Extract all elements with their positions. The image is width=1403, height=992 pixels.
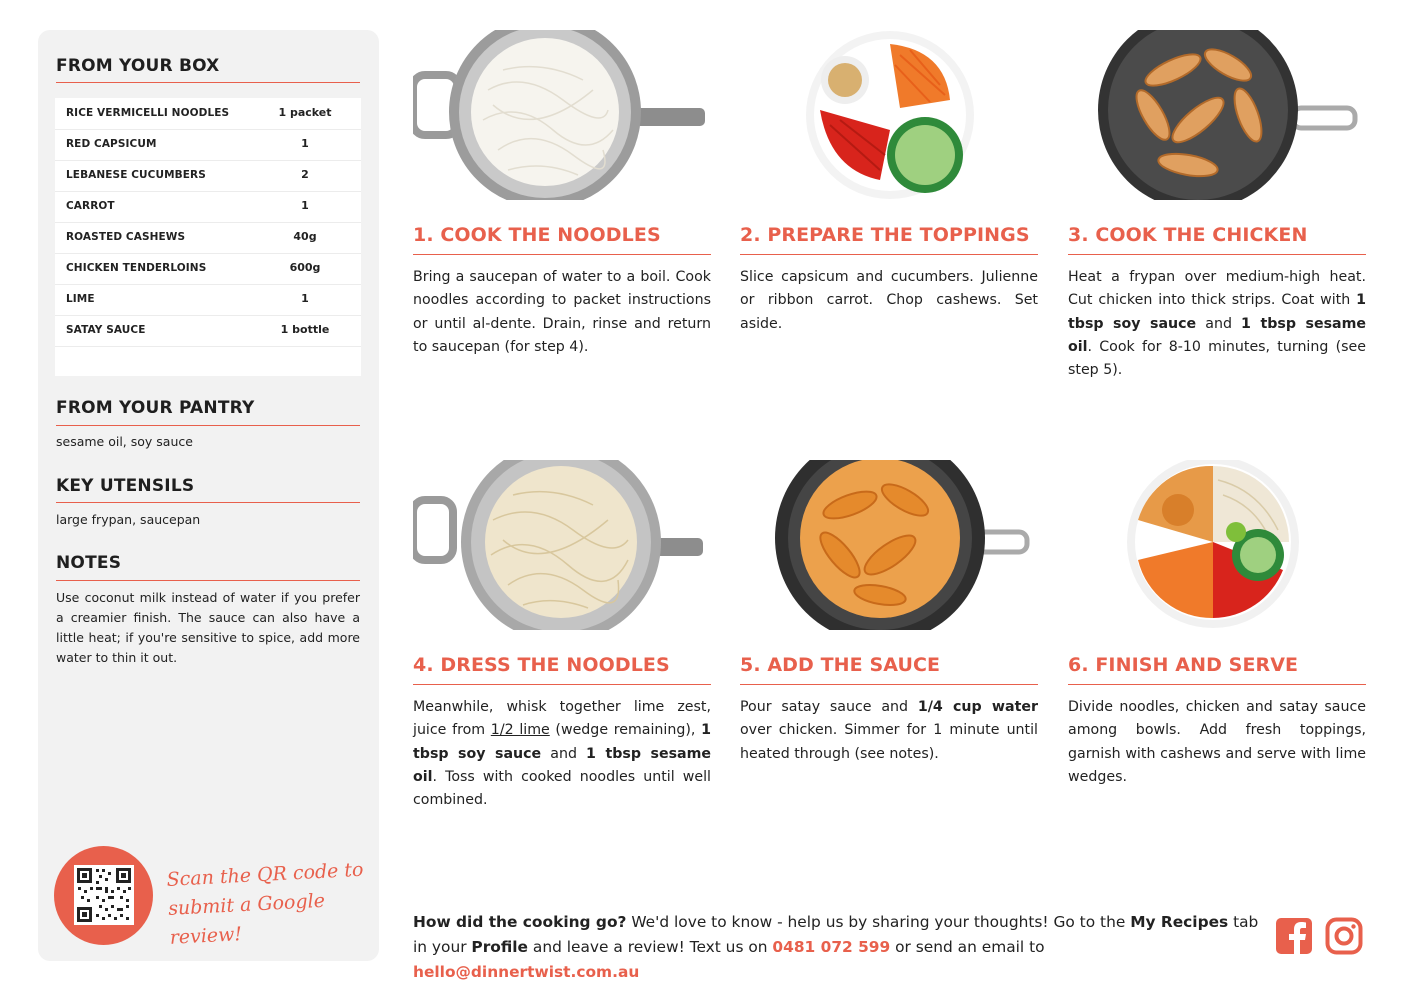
- chicken-frypan-image: [1068, 30, 1366, 200]
- footer-bold: How did the cooking go?: [413, 913, 627, 931]
- ingredient-name: LIME: [66, 293, 95, 305]
- notes-title: NOTES: [56, 553, 122, 573]
- facebook-icon[interactable]: [1275, 917, 1313, 955]
- qr-code-icon[interactable]: [74, 865, 134, 925]
- divider: [740, 684, 1038, 685]
- step-text: . Cook for 8-10 minutes, turning (see step 5).: [1068, 338, 1366, 379]
- ingredient-name: CHICKEN TENDERLOINS: [66, 262, 207, 274]
- step-3-body: [1068, 266, 1366, 382]
- noodles-colander-image: [413, 30, 711, 200]
- ingredient-qty: 1: [301, 292, 309, 305]
- ingredient-row: [55, 191, 361, 223]
- divider: [413, 684, 711, 685]
- footer-bold: Profile: [471, 938, 528, 956]
- step-2-title: 2. PREPARE THE TOPPINGS: [740, 224, 1030, 246]
- pantry-text: sesame oil, soy sauce: [56, 434, 193, 449]
- ingredient-row: [55, 315, 361, 347]
- step-5-body: [740, 696, 1038, 766]
- ingredient-name: CARROT: [66, 200, 115, 212]
- sidebar: [38, 30, 379, 961]
- ingredient-row: [55, 98, 361, 130]
- step-bold: 1 tbsp soy sauce: [413, 722, 711, 762]
- from-your-box-title: FROM YOUR BOX: [56, 56, 220, 76]
- step-bold: 1 tbsp sesame oil: [1068, 315, 1366, 355]
- ingredient-row: [55, 222, 361, 254]
- ingredient-row: [55, 129, 361, 161]
- footer-text: We'd love to know - help us by sharing your thoughts! Go to the: [626, 913, 1131, 931]
- step-text: Slice capsicum and cucumbers. Julienne or ribbon carrot. Chop cashews. Set aside.: [740, 269, 1038, 332]
- divider: [56, 425, 360, 426]
- ingredient-name: RICE VERMICELLI NOODLES: [66, 107, 230, 119]
- ingredient-qty: 1 packet: [278, 106, 332, 119]
- phone-link[interactable]: 0481 072 599: [772, 938, 891, 956]
- ingredient-row: [55, 160, 361, 192]
- step-text: over chicken. Simmer for 1 minute until heated through (see notes).: [740, 722, 1038, 762]
- divider: [1068, 684, 1366, 685]
- step-1-body: [413, 266, 711, 359]
- step-4-body: [413, 696, 711, 812]
- divider: [56, 82, 360, 83]
- instagram-icon[interactable]: [1325, 917, 1363, 955]
- toppings-plate-image: [740, 30, 1038, 200]
- divider: [413, 254, 711, 255]
- divider: [56, 580, 360, 581]
- ingredient-row: [55, 253, 361, 285]
- finished-bowl-image: [1068, 460, 1366, 630]
- ingredients-table: [55, 98, 361, 376]
- dressed-noodles-image: [413, 460, 711, 630]
- step-text: Divide noodles, chicken and satay sauce among bowls. Add fresh toppings, garnish with cashews and serve with lime wedges.: [1068, 699, 1366, 785]
- review-prompt: [413, 910, 1263, 985]
- key-utensils-title: KEY UTENSILS: [56, 476, 195, 496]
- ingredient-name: LEBANESE CUCUMBERS: [66, 169, 206, 181]
- step-3-title: 3. COOK THE CHICKEN: [1068, 224, 1308, 246]
- step-text: (wedge remaining),: [549, 722, 702, 739]
- step-text: Heat a frypan over medium-high heat. Cut chicken into thick strips. Coat with: [1068, 269, 1366, 309]
- step-text: Meanwhile, whisk together lime zest, juice from: [413, 699, 711, 739]
- ingredient-name: SATAY SAUCE: [66, 324, 146, 336]
- qr-caption-line: submit a Google review!: [167, 889, 326, 949]
- step-text: Pour satay sauce and: [740, 699, 918, 715]
- qr-caption-line: Scan the QR code to: [166, 858, 364, 891]
- step-text: and: [541, 745, 587, 762]
- ingredient-qty: 600g: [289, 261, 321, 274]
- ingredient-qty: 1 bottle: [280, 323, 330, 336]
- notes-text: Use coconut milk instead of water if you prefer a creamier finish. The sauce can also have a little heat; if you're sensitive to spice, add more water to thin it out.: [56, 590, 360, 665]
- footer-text: or send an email to: [890, 938, 1045, 956]
- footer-bold: My Recipes: [1130, 913, 1229, 931]
- email-link[interactable]: hello@dinnertwist.com.au: [413, 963, 640, 981]
- step-6-title: 6. FINISH AND SERVE: [1068, 654, 1299, 676]
- ingredient-name: ROASTED CASHEWS: [66, 231, 186, 243]
- qr-caption: [166, 855, 383, 953]
- step-bold: 1 tbsp soy sauce: [1068, 292, 1366, 332]
- step-underline: 1/2 lime: [490, 722, 550, 739]
- ingredient-name: RED CAPSICUM: [66, 138, 157, 150]
- step-text: and: [1196, 315, 1242, 332]
- ingredient-row: [55, 284, 361, 316]
- step-1-title: 1. COOK THE NOODLES: [413, 224, 661, 246]
- ingredient-qty: 1: [301, 137, 309, 150]
- step-4-title: 4. DRESS THE NOODLES: [413, 654, 670, 676]
- step-6-body: [1068, 696, 1366, 789]
- satay-sauce-frypan-image: [740, 460, 1038, 630]
- qr-badge: [54, 846, 153, 945]
- from-your-pantry-title: FROM YOUR PANTRY: [56, 398, 255, 418]
- ingredient-qty: 2: [301, 168, 309, 181]
- ingredient-qty: 1: [301, 199, 309, 212]
- step-5-title: 5. ADD THE SAUCE: [740, 654, 941, 676]
- divider: [1068, 254, 1366, 255]
- step-2-body: [740, 266, 1038, 336]
- step-text: Bring a saucepan of water to a boil. Cook noodles according to packet instructions or until al-dente. Drain, rinse and return to saucepan (for step 4).: [413, 269, 711, 355]
- footer-text: tab in your: [413, 913, 1259, 956]
- step-text: . Toss with cooked noodles until well combined.: [413, 768, 711, 809]
- footer-text: and leave a review! Text us on: [528, 938, 773, 956]
- ingredient-qty: 40g: [293, 230, 317, 243]
- step-bold: 1/4 cup water: [917, 699, 1038, 715]
- divider: [740, 254, 1038, 255]
- step-bold: 1 tbsp sesame oil: [413, 745, 711, 785]
- utensils-text: large frypan, saucepan: [56, 512, 201, 527]
- divider: [56, 502, 360, 503]
